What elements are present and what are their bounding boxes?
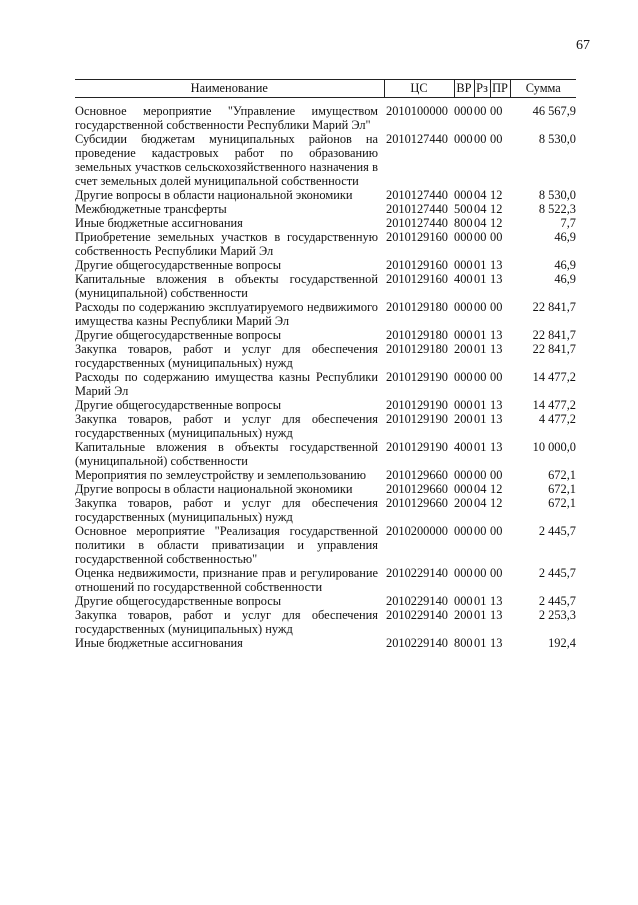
cell-vr: 000 [454,300,473,314]
cell-cs: 2010129160 [386,258,448,272]
header-row [75,80,576,98]
cell-cs: 2010229140 [386,566,448,580]
cell-cs: 2010129190 [386,412,448,426]
cell-sum: 8 522,3 [538,202,576,216]
cell-rz: 01 [474,608,487,622]
cell-cs: 2010129160 [386,272,448,286]
table-row [75,594,576,608]
cell-pr: 00 [490,300,503,314]
cell-rz: 01 [474,272,487,286]
table-row [75,496,576,524]
cell-name: Основное мероприятие "Реализация государственной политики в области приватизации и управления государственной собственностью" [75,524,378,566]
cell-rz: 00 [474,524,487,538]
cell-rz: 04 [474,482,487,496]
cell-rz: 01 [474,398,487,412]
cell-cs: 2010129190 [386,370,448,384]
cell-cs: 2010229140 [386,594,448,608]
cell-pr: 13 [490,328,503,342]
cell-vr: 000 [454,188,473,202]
cell-rz: 04 [474,188,487,202]
cell-vr: 000 [454,566,473,580]
table-row [75,202,576,216]
cell-name: Капитальные вложения в объекты государственной (муниципальной) собственности [75,440,378,468]
cell-pr: 12 [490,496,503,510]
page-number: 67 [576,38,590,53]
cell-vr: 400 [454,272,473,286]
cell-name: Основное мероприятие "Управление имуществом государственной собственности Республики Марий Эл" [75,104,378,132]
cell-sum: 22 841,7 [532,342,576,356]
cell-pr: 00 [490,468,503,482]
cell-cs: 2010129180 [386,342,448,356]
cell-name: Иные бюджетные ассигнования [75,216,243,230]
table-row [75,216,576,230]
cell-name: Закупка товаров, работ и услуг для обеспечения государственных (муниципальных) нужд [75,412,378,440]
cell-cs: 2010229140 [386,608,448,622]
cell-sum: 4 477,2 [538,412,576,426]
cell-rz: 00 [474,468,487,482]
cell-name: Другие вопросы в области национальной экономики [75,188,353,202]
cell-rz: 00 [474,132,487,146]
cell-vr: 200 [454,608,473,622]
cell-cs: 2010129660 [386,482,448,496]
cell-name: Мероприятия по землеустройству и землепользованию [75,468,367,482]
cell-rz: 00 [474,370,487,384]
cell-vr: 000 [454,370,473,384]
cell-vr: 000 [454,132,473,146]
budget-table [75,79,576,650]
cell-pr: 00 [490,104,503,118]
cell-vr: 000 [454,524,473,538]
table-row [75,524,576,566]
cell-sum: 8 530,0 [538,188,576,202]
cell-rz: 00 [474,566,487,580]
cell-sum: 2 445,7 [538,566,576,580]
cell-sum: 46 567,9 [532,104,576,118]
cell-pr: 13 [490,272,503,286]
cell-sum: 10 000,0 [532,440,576,454]
table-row [75,608,576,636]
cell-name: Капитальные вложения в объекты государственной (муниципальной) собственности [75,272,378,300]
table-row [75,398,576,412]
cell-rz: 04 [474,496,487,510]
cell-rz: 01 [474,412,487,426]
cell-rz: 01 [474,594,487,608]
cell-pr: 00 [490,566,503,580]
table-row [75,132,576,188]
cell-name: Межбюджетные трансферты [75,202,227,216]
table-row [75,300,576,328]
cell-pr: 13 [490,636,503,650]
cell-sum: 2 253,3 [538,608,576,622]
cell-cs: 2010129190 [386,398,448,412]
cell-cs: 2010129190 [386,440,448,454]
cell-pr: 13 [490,342,503,356]
cell-vr: 000 [454,230,473,244]
cell-name: Оценка недвижимости, признание прав и регулирование отношений по государственной собственности [75,566,378,594]
cell-sum: 672,1 [548,468,576,482]
cell-pr: 13 [490,594,503,608]
table-header [75,80,576,98]
cell-cs: 2010127440 [386,216,448,230]
table-row [75,230,576,258]
table-row [75,566,576,594]
table-row [75,342,576,370]
cell-name: Другие общегосударственные вопросы [75,258,282,272]
cell-pr: 13 [490,608,503,622]
cell-sum: 2 445,7 [538,524,576,538]
cell-vr: 800 [454,636,473,650]
cell-cs: 2010200000 [386,524,448,538]
table-row [75,412,576,440]
cell-sum: 14 477,2 [532,370,576,384]
cell-vr: 000 [454,258,473,272]
table-row [75,272,576,300]
cell-rz: 04 [474,202,487,216]
cell-vr: 200 [454,496,473,510]
cell-cs: 2010229140 [386,636,448,650]
cell-cs: 2010127440 [386,188,448,202]
cell-cs: 2010129160 [386,230,448,244]
header-sum: Сумма [510,80,576,98]
cell-name: Расходы по содержанию эксплуатируемого недвижимого имущества казны Республики Марий Эл [75,300,378,328]
cell-cs: 2010129180 [386,328,448,342]
cell-name: Закупка товаров, работ и услуг для обеспечения государственных (муниципальных) нужд [75,342,378,370]
cell-pr: 00 [490,524,503,538]
cell-pr: 13 [490,398,503,412]
table-row [75,328,576,342]
cell-sum: 192,4 [548,636,576,650]
cell-pr: 12 [490,202,503,216]
table-row [75,370,576,398]
cell-sum: 46,9 [554,272,576,286]
cell-pr: 12 [490,216,503,230]
cell-sum: 22 841,7 [532,300,576,314]
cell-pr: 00 [490,370,503,384]
cell-sum: 22 841,7 [532,328,576,342]
table-row [75,258,576,272]
cell-rz: 00 [474,300,487,314]
cell-rz: 00 [474,230,487,244]
cell-pr: 12 [490,482,503,496]
cell-rz: 00 [474,104,487,118]
cell-pr: 13 [490,258,503,272]
cell-sum: 46,9 [554,230,576,244]
cell-vr: 000 [454,468,473,482]
cell-rz: 01 [474,258,487,272]
cell-rz: 01 [474,636,487,650]
cell-rz: 01 [474,328,487,342]
table-row [75,440,576,468]
header-vr: ВР [454,80,474,98]
cell-vr: 800 [454,216,473,230]
cell-pr: 13 [490,440,503,454]
cell-vr: 500 [454,202,473,216]
cell-name: Иные бюджетные ассигнования [75,636,243,650]
cell-name: Субсидии бюджетам муниципальных районов на проведение кадастровых работ по образованию земельных участков сельскохозяйственного назначения в счет земельных долей муниципальной собственности [75,132,378,188]
table-row [75,482,576,496]
cell-vr: 200 [454,342,473,356]
cell-vr: 000 [454,594,473,608]
cell-vr: 000 [454,482,473,496]
cell-vr: 000 [454,398,473,412]
cell-pr: 13 [490,412,503,426]
cell-name: Приобретение земельных участков в государственную собственность Республики Марий Эл [75,230,378,258]
cell-rz: 01 [474,342,487,356]
cell-sum: 672,1 [548,496,576,510]
cell-sum: 672,1 [548,482,576,496]
cell-sum: 2 445,7 [538,594,576,608]
cell-cs: 2010127440 [386,202,448,216]
header-name: Наименование [75,80,384,98]
cell-vr: 400 [454,440,473,454]
table-row [75,468,576,482]
cell-rz: 04 [474,216,487,230]
table-body [75,98,576,651]
cell-vr: 200 [454,412,473,426]
cell-name: Другие общегосударственные вопросы [75,594,282,608]
table-row [75,98,576,133]
cell-sum: 46,9 [554,258,576,272]
table-row [75,636,576,650]
cell-sum: 8 530,0 [538,132,576,146]
cell-name: Расходы по содержанию имущества казны Республики Марий Эл [75,370,378,398]
cell-cs: 2010127440 [386,132,448,146]
cell-cs: 2010129660 [386,496,448,510]
cell-sum: 7,7 [560,216,576,230]
cell-name: Закупка товаров, работ и услуг для обеспечения государственных (муниципальных) нужд [75,496,378,524]
header-rz: Рз [474,80,490,98]
cell-rz: 01 [474,440,487,454]
cell-cs: 2010100000 [386,104,448,118]
cell-vr: 000 [454,104,473,118]
cell-name: Другие общегосударственные вопросы [75,328,282,342]
cell-name: Другие вопросы в области национальной экономики [75,482,353,496]
header-pr: ПР [490,80,510,98]
cell-pr: 00 [490,132,503,146]
cell-pr: 12 [490,188,503,202]
cell-cs: 2010129660 [386,468,448,482]
header-cs: ЦС [384,80,454,98]
cell-sum: 14 477,2 [532,398,576,412]
table-row [75,188,576,202]
cell-name: Другие общегосударственные вопросы [75,398,282,412]
cell-pr: 00 [490,230,503,244]
cell-vr: 000 [454,328,473,342]
cell-name: Закупка товаров, работ и услуг для обеспечения государственных (муниципальных) нужд [75,608,378,636]
cell-cs: 2010129180 [386,300,448,314]
